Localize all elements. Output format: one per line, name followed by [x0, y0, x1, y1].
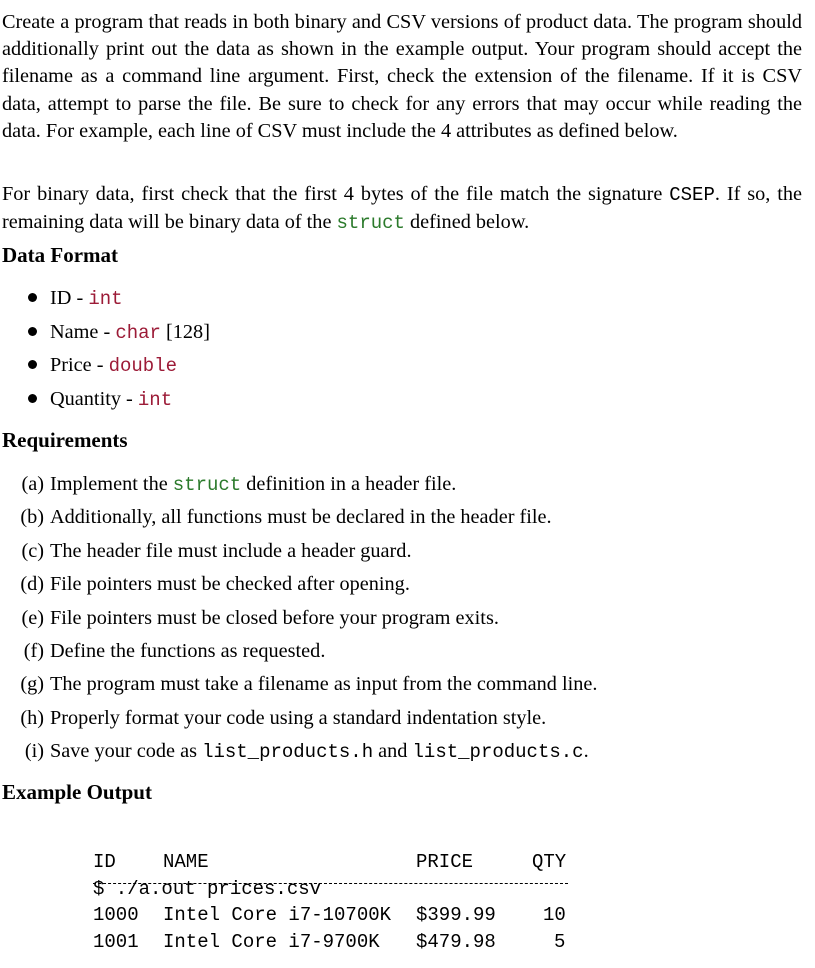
requirement-marker: (g) [20, 673, 44, 696]
field-type: char [115, 321, 161, 344]
binary-text-2: . If so, the remaining data will be binary data of the [2, 183, 802, 234]
header-name: NAME [163, 851, 209, 873]
binary-text-1: For binary data, first check that the first 4 bytes of the file match the signature [2, 183, 670, 205]
requirement-text: Define the functions as requested. [50, 639, 326, 662]
header-id: ID [93, 851, 116, 873]
field-type: double [108, 355, 177, 377]
binary-paragraph [2, 181, 802, 237]
requirement-marker: (c) [21, 539, 44, 562]
struct-keyword: struct [336, 212, 405, 235]
requirement-item [0, 570, 597, 603]
struct-keyword: struct [172, 474, 242, 496]
requirement-marker: (i) [24, 740, 44, 763]
field-name: Name [50, 320, 99, 343]
signature-code: CSEP [669, 184, 715, 206]
requirement-marker: (f) [23, 639, 44, 662]
source-filename: list_products.c [412, 741, 584, 764]
requirements-list [0, 470, 597, 771]
requirement-text: File pointers must be closed before your program exits. [50, 606, 499, 629]
table-divider [93, 883, 568, 884]
row-id: 1000 [93, 904, 139, 926]
bullet-icon [28, 293, 37, 302]
requirement-text: Properly format your code using a standard indentation style. [50, 706, 547, 729]
requirement-item [0, 537, 597, 570]
requirement-text: definition in a header file. [241, 473, 457, 495]
field-type: int [88, 288, 123, 310]
requirement-text: Save your code as [50, 740, 203, 763]
bullet-icon [28, 327, 37, 336]
row-id: 1001 [93, 931, 139, 953]
requirement-text: . [583, 740, 589, 763]
requirement-text: The program must take a filename as input from the command line. [50, 673, 598, 696]
field-name: Quantity [50, 387, 121, 410]
requirement-text: Implement the [50, 473, 173, 495]
field-type: int [137, 388, 173, 411]
field-sep: - [71, 287, 89, 309]
requirement-marker: (a) [21, 473, 44, 495]
requirement-text: Additionally, all functions must be declared in the header file. [50, 506, 552, 529]
bullet-icon [28, 360, 37, 369]
row-qty: 10 [543, 904, 566, 926]
field-item [0, 284, 210, 318]
requirement-text: File pointers must be checked after opening. [50, 573, 410, 596]
field-sep: - [98, 320, 116, 343]
data-format-heading: Data Format [2, 243, 119, 267]
example-output-heading: Example Output [2, 780, 152, 804]
header-price: PRICE [416, 851, 474, 873]
requirement-marker: (d) [20, 573, 44, 596]
requirement-marker: (e) [21, 606, 44, 629]
requirement-item [0, 503, 597, 536]
requirement-text: and [373, 740, 413, 763]
row-qty: 5 [554, 931, 566, 953]
field-item [0, 318, 210, 352]
requirement-text: The header file must include a header guard. [50, 539, 412, 562]
row-name: Intel Core i7-9700K [163, 931, 380, 953]
row-name: Intel Core i7-10700K [163, 904, 392, 926]
requirements-heading: Requirements [2, 428, 128, 452]
requirement-item [0, 670, 597, 703]
field-item [0, 351, 210, 385]
requirement-item [0, 704, 597, 737]
command-line: $ ./a.out prices.csv [93, 878, 322, 900]
requirement-marker: (h) [20, 706, 44, 729]
header-filename: list_products.h [202, 741, 374, 764]
requirement-item [0, 737, 597, 770]
requirement-item [0, 470, 597, 503]
requirement-item [0, 604, 597, 637]
field-item [0, 385, 210, 419]
row-price: $399.99 [416, 904, 496, 926]
bullet-icon [28, 394, 37, 403]
row-price: $479.98 [416, 931, 496, 953]
data-format-list [0, 284, 210, 418]
header-qty: QTY [532, 851, 567, 873]
requirement-marker: (b) [20, 506, 44, 529]
intro-paragraph: Create a program that reads in both binary and CSV versions of product data. The program should additionally print out the data as shown in the example output. Your program should accept the filename as a command line argument. First, check the extension of the filename. If it is CSV data, attempt to parse the file. Be sure to check for any errors that may occur while reading the data. For example, each line of CSV must include the 4 attributes as defined below. [2, 11, 802, 142]
field-name: ID [50, 287, 72, 309]
field-sep: - [91, 354, 109, 376]
field-sep: - [120, 387, 138, 410]
binary-text-3: defined below. [404, 211, 530, 234]
requirement-item [0, 637, 597, 670]
field-name: Price [50, 354, 92, 376]
field-suffix: [128] [160, 320, 210, 343]
